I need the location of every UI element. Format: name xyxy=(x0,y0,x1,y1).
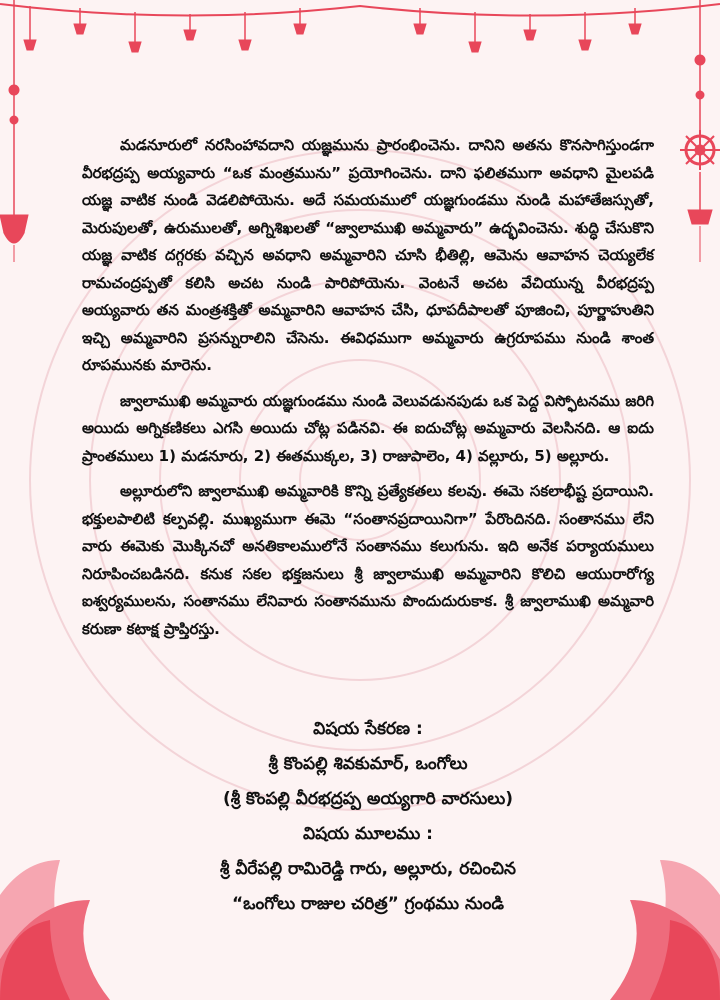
source-heading: విషయ మూలము : xyxy=(303,824,433,844)
paragraph-five-places: జ్వాలాముఖి అమ్మవారు యజ్ఞగుండము నుండి వెలువడునపుడు ఒక పెద్ద విస్ఫోటనము జరిగి అయిదు అగ్నికణికలు ఎగసి అయిదు చోట్ల పడినవి. ఈ ఐదుచోట్ల అమ్మవారు వెలసినది. ఆ ఐదు ప్రాంతములు 1) మడనూరు, 2) ఈతముక్కల, 3) రాజుపాలెం, 4) వల్లూరు, 5) అల్లూరు. xyxy=(82,391,654,465)
credits-block xyxy=(80,712,656,922)
collection-heading: విషయ సేకరణ : xyxy=(313,719,423,739)
source-book: “ఒంగోలు రాజుల చరిత్ర” గ్రంథము నుండి xyxy=(231,894,505,914)
garland-string xyxy=(0,4,720,16)
paragraph-origin: మడనూరులో నరసింహావదాని యజ్ఞమును ప్రారంభించెను. దానిని అతను కొనసాగిస్తుండగా వీరభద్రప్ప అయ్యవారు “ఒక మంత్రమును” ప్రయోగించెను. దాని ఫలితముగా అవధాని మైలపడి యజ్ఞ వాటిక నుండి వెడలిపోయెను. అదే సమయములో యజ్ఞగుండము నుండి మహాతేజస్సుతో, మెరుపులతో, ఉరుములతో, అగ్నిశిఖలతో “జ్వాలాముఖి అమ్మవారు” ఉద్భవించెను. శుద్ధి చేసుకొని యజ్ఞ వాటిక దగ్గరకు వచ్చిన అవధాని అమ్మవారిని చూసి భీతిల్లి, ఆమెను ఆవాహన చెయ్యలేక రామచంద్రప్పతో కలిసి అచట నుండి పారిపోయెను. వెంటనే అచట వేచియున్న వీరభద్రప్ప అయ్యవారు తన మంత్రశక్తితో అమ్మవారిని ఆవాహన చేసి, ధూపదీపాలతో పూజించి, పూర్ణాహుతిని ఇచ్చి అమ్మవారిని ప్రసన్నురాలిని చేసెను. ఈవిధముగా అమ్మవారు ఉగ్రరూపము నుండి శాంత రూపమునకు మారెను. xyxy=(82,136,654,374)
collector-relation: (శ్రీ కొంపల్లి వీరభద్రప్ప అయ్యగారి వారసులు) xyxy=(222,789,514,809)
right-lantern xyxy=(680,0,720,262)
source-author: శ్రీ వీరేపల్లి రామిరెడ్డి గారు, అల్లూరు, రచించిన xyxy=(220,859,516,879)
left-lantern xyxy=(0,0,28,262)
paragraph-allur-significance: అల్లూరులోని జ్వాలాముఖి అమ్మవారికి కొన్ని ప్రత్యేకతలు కలవు. ఈమె సకలాభీష్ట ప్రదాయిని. భక్తులపాలిటి కల్పవల్లి. ముఖ్యముగా ఈమె “సంతానప్రదాయినిగా” పేరొందినది. సంతానము లేని వారు ఈమెకు మొక్కినచో అనతికాలములోనే సంతానము కలుగును. ఇది అనేక పర్యాయములు నిరూపించబడినది. కనుక సకల భక్తజనులు శ్రీ జ్వాలాముఖి అమ్మవారిని కొలిచి ఆయురారోగ్య ఐశ్వర్యములను, సంతానము లేనివారు సంతానమును పొందుదురుకాక. శ్రీ జ్వాలాముఖి అమ్మవారి కరుణా కటాక్ష ప్రాప్తిరస్తు. xyxy=(82,482,654,638)
collector-name: శ్రీ కొంపల్లి శివకుమార్, ఒంగోలు xyxy=(268,754,468,774)
article-body xyxy=(82,132,654,651)
